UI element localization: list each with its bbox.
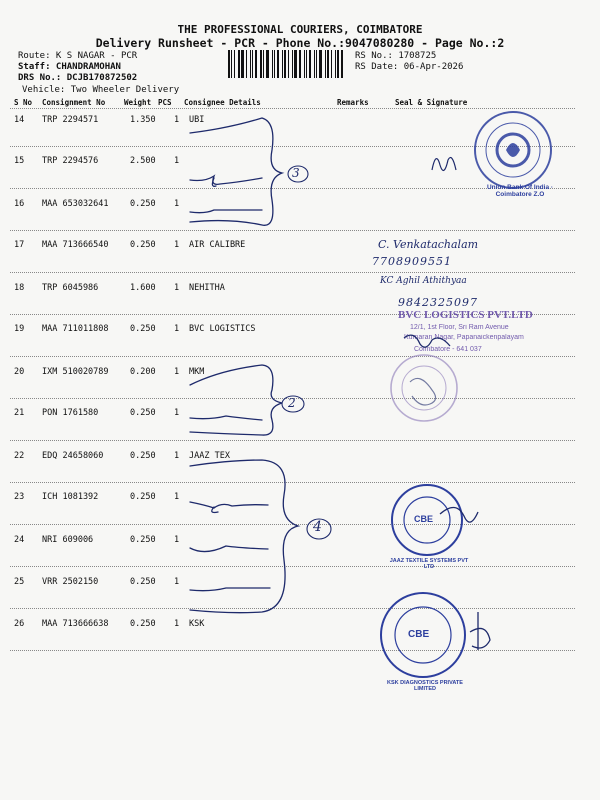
rs-number: RS No.: 1708725 [355, 51, 437, 61]
row-consignment: NRI 609006 [42, 535, 94, 545]
row-weight: 0.250 [130, 535, 156, 545]
jaaz-stamp-text: JAAZ TEXTILE SYSTEMS PVT LTD [389, 558, 469, 570]
ksk-stamp-center: CBE [408, 629, 430, 640]
row-consignment: TRP 2294576 [42, 156, 99, 166]
row-consignment: IXM 510020789 [42, 367, 109, 377]
row-weight: 0.250 [130, 240, 156, 250]
row-pcs: 1 [174, 577, 180, 587]
row-consignment: MAA 653032641 [42, 199, 109, 209]
row-sno: 20 [14, 367, 25, 377]
row-weight: 0.250 [130, 199, 156, 209]
route-label: Route: K S NAGAR - PCR [18, 51, 138, 61]
row-sno: 26 [14, 619, 25, 629]
row-consignee: JAAZ TEX [189, 451, 230, 461]
ubi-stamp-text: Union Bank Of India · Coimbatore Z.O [486, 184, 554, 198]
row-pcs: 1 [174, 367, 180, 377]
row-sno: 25 [14, 577, 25, 587]
col-consignment: Consignment No [42, 98, 106, 107]
row-pcs: 1 [174, 115, 180, 125]
col-remarks: Remarks [337, 98, 369, 107]
row-pcs: 1 [174, 492, 180, 502]
row-consignee: UBI [189, 115, 205, 125]
staff-label: Staff: CHANDRAMOHAN [18, 62, 121, 72]
row-sno: 19 [14, 324, 25, 334]
row-pcs: 1 [174, 535, 180, 545]
row-weight: 0.250 [130, 492, 156, 502]
row-consignee: BVC LOGISTICS [189, 324, 256, 334]
row-weight: 1.600 [130, 283, 156, 293]
row-pcs: 1 [174, 619, 180, 629]
row-consignment: ICH 1081392 [42, 492, 99, 502]
row-consignment: PON 1761580 [42, 408, 99, 418]
row-sno: 15 [14, 156, 25, 166]
row-consignment: TRP 6045986 [42, 283, 99, 293]
row-weight: 0.250 [130, 408, 156, 418]
row-weight: 0.250 [130, 451, 156, 461]
group-number-3: 3 [292, 166, 300, 180]
row-weight: 0.250 [130, 577, 156, 587]
col-consignee: Consignee Details [184, 98, 261, 107]
row-consignment: MAA 713666638 [42, 619, 109, 629]
row-sno: 17 [14, 240, 25, 250]
vehicle-label: Vehicle: Two Wheeler Delivery [22, 85, 180, 95]
row-weight: 0.250 [130, 619, 156, 629]
row-sno: 23 [14, 492, 25, 502]
row-pcs: 1 [174, 156, 180, 166]
group-number-2: 2 [288, 396, 296, 410]
ksk-stamp-text: KSK DIAGNOSTICS PRIVATE LIMITED [387, 680, 463, 692]
row-pcs: 1 [174, 283, 180, 293]
row-consignee: KSK [189, 619, 205, 629]
row-consignment: MAA 713666540 [42, 240, 109, 250]
row-sno: 21 [14, 408, 25, 418]
row-consignment: EDQ 24658060 [42, 451, 104, 461]
receiver-name-1: C. Venkatachalam [378, 238, 479, 251]
row-sno: 24 [14, 535, 25, 545]
row-sno: 16 [14, 199, 25, 209]
col-pcs: PCS [158, 98, 172, 107]
row-consignee: MKM [189, 367, 205, 377]
col-weight: Weight [124, 98, 152, 107]
jaaz-stamp-center: CBE [414, 514, 434, 524]
row-weight: 1.350 [130, 115, 156, 125]
receiver-name-2: KC Aghil Athithyaa [380, 276, 467, 286]
row-consignee: AIR CALIBRE [189, 240, 246, 250]
col-seal: Seal & Signature [395, 98, 468, 107]
col-sno: S No [14, 98, 33, 107]
bvc-stamp-address-2: Kumaran Nagar, Papanaickenpalayam [404, 334, 524, 341]
row-weight: 0.200 [130, 367, 156, 377]
row-pcs: 1 [174, 324, 180, 334]
row-sno: 14 [14, 115, 25, 125]
row-pcs: 1 [174, 240, 180, 250]
receiver-phone-1: 7708909551 [372, 255, 452, 268]
bvc-stamp-name: BVC LOGISTICS PVT.LTD [398, 309, 533, 321]
rs-date: RS Date: 06-Apr-2026 [355, 62, 464, 72]
row-pcs: 1 [174, 451, 180, 461]
row-consignment: TRP 2294571 [42, 115, 99, 125]
drs-number: DRS No.: DCJB170872502 [18, 73, 138, 83]
row-sno: 18 [14, 283, 25, 293]
row-pcs: 1 [174, 408, 180, 418]
row-pcs: 1 [174, 199, 180, 209]
group-number-4: 4 [313, 519, 322, 535]
bvc-stamp-address-1: 12/1, 1st Floor, Sri Ram Avenue [410, 324, 509, 331]
bvc-stamp-address-3: Coimbatore - 641 037 [414, 346, 482, 353]
row-sno: 22 [14, 451, 25, 461]
row-consignment: VRR 2502150 [42, 577, 99, 587]
row-weight: 0.250 [130, 324, 156, 334]
receiver-phone-2: 9842325097 [398, 296, 478, 309]
company-title: THE PROFESSIONAL COURIERS, COIMBATORE [177, 23, 423, 36]
row-consignee: NEHITHA [189, 283, 225, 293]
row-weight: 2.500 [130, 156, 156, 166]
row-consignment: MAA 711011808 [42, 324, 109, 334]
runsheet-title: Delivery Runsheet - PCR - Phone No.:9047080280 - Page No.:2 [95, 36, 505, 50]
